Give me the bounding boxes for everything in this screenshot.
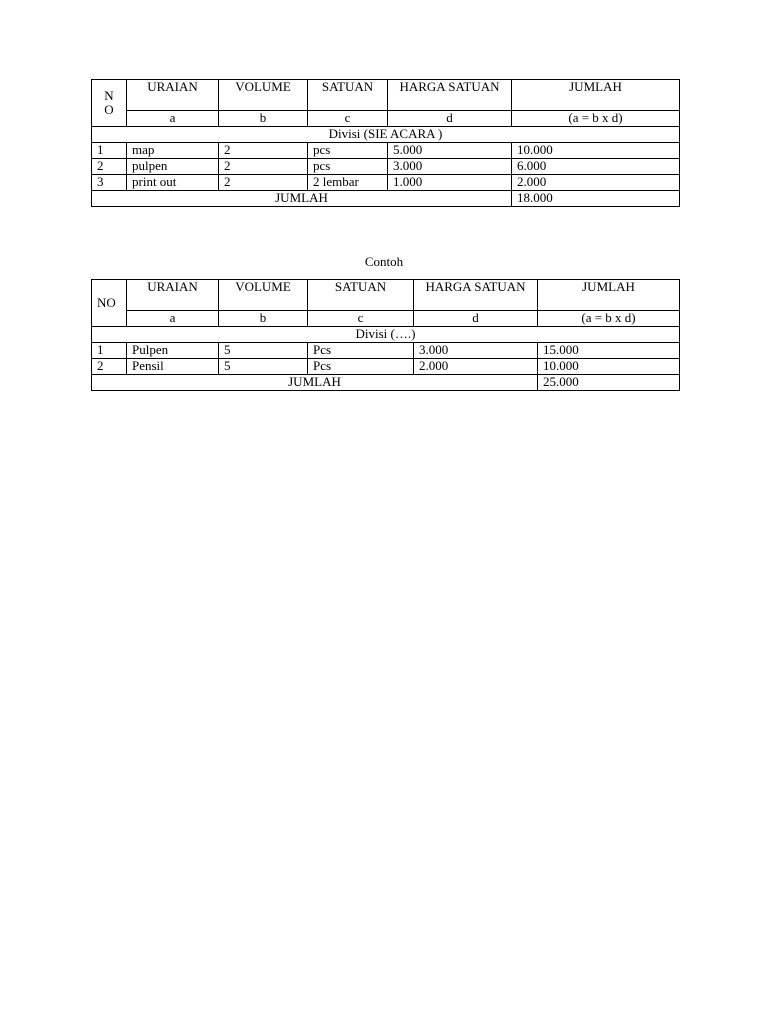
row-satuan: Pcs bbox=[308, 343, 414, 359]
code-a: a bbox=[127, 311, 219, 327]
header-no: NO bbox=[92, 280, 127, 327]
header-harga-satuan: HARGA SATUAN bbox=[414, 280, 538, 311]
row-satuan: pcs bbox=[308, 143, 388, 159]
row-volume: 2 bbox=[219, 175, 308, 191]
header-satuan: SATUAN bbox=[308, 80, 388, 111]
code-a: a bbox=[127, 111, 219, 127]
header-harga-satuan: HARGA SATUAN bbox=[388, 80, 512, 111]
code-d: d bbox=[414, 311, 538, 327]
code-b: b bbox=[219, 311, 308, 327]
row-no: 1 bbox=[92, 143, 127, 159]
row-no: 2 bbox=[92, 359, 127, 375]
row-satuan: pcs bbox=[308, 159, 388, 175]
row-volume: 5 bbox=[219, 343, 308, 359]
header-uraian: URAIAN bbox=[127, 280, 219, 311]
division-row bbox=[92, 327, 680, 343]
row-harga: 1.000 bbox=[388, 175, 512, 191]
header-no: N O bbox=[92, 80, 127, 127]
row-jumlah: 6.000 bbox=[512, 159, 680, 175]
row-jumlah: 15.000 bbox=[538, 343, 680, 359]
code-formula: (a = b x d) bbox=[538, 311, 680, 327]
row-harga: 3.000 bbox=[414, 343, 538, 359]
example-caption: Contoh bbox=[364, 254, 404, 269]
code-formula: (a = b x d) bbox=[512, 111, 680, 127]
row-uraian: map bbox=[127, 143, 219, 159]
budget-table-example bbox=[91, 279, 680, 391]
row-no: 1 bbox=[92, 343, 127, 359]
total-value: 25.000 bbox=[538, 375, 680, 391]
code-row bbox=[92, 311, 680, 327]
header-jumlah: JUMLAH bbox=[538, 280, 680, 311]
code-c: c bbox=[308, 111, 388, 127]
total-value: 18.000 bbox=[512, 191, 680, 207]
total-row bbox=[92, 375, 680, 391]
row-volume: 5 bbox=[219, 359, 308, 375]
header-row bbox=[92, 80, 680, 111]
total-label: JUMLAH bbox=[92, 191, 512, 207]
row-jumlah: 10.000 bbox=[538, 359, 680, 375]
row-harga: 3.000 bbox=[388, 159, 512, 175]
total-label: JUMLAH bbox=[92, 375, 538, 391]
row-uraian: Pensil bbox=[127, 359, 219, 375]
row-satuan: Pcs bbox=[308, 359, 414, 375]
code-d: d bbox=[388, 111, 512, 127]
budget-table-sie-acara bbox=[91, 79, 680, 207]
row-jumlah: 2.000 bbox=[512, 175, 680, 191]
row-satuan: 2 lembar bbox=[308, 175, 388, 191]
row-no: 3 bbox=[92, 175, 127, 191]
table-row bbox=[92, 175, 680, 191]
table-row bbox=[92, 143, 680, 159]
header-jumlah: JUMLAH bbox=[512, 80, 680, 111]
code-row bbox=[92, 111, 680, 127]
row-no: 2 bbox=[92, 159, 127, 175]
row-harga: 5.000 bbox=[388, 143, 512, 159]
table-row bbox=[92, 343, 680, 359]
code-b: b bbox=[219, 111, 308, 127]
row-volume: 2 bbox=[219, 159, 308, 175]
code-c: c bbox=[308, 311, 414, 327]
row-jumlah: 10.000 bbox=[512, 143, 680, 159]
header-volume: VOLUME bbox=[219, 80, 308, 111]
header-uraian: URAIAN bbox=[127, 80, 219, 111]
row-uraian: Pulpen bbox=[127, 343, 219, 359]
row-volume: 2 bbox=[219, 143, 308, 159]
header-satuan: SATUAN bbox=[308, 280, 414, 311]
table-row bbox=[92, 159, 680, 175]
division-label: Divisi (….) bbox=[92, 327, 680, 343]
header-row bbox=[92, 280, 680, 311]
total-row bbox=[92, 191, 680, 207]
row-uraian: pulpen bbox=[127, 159, 219, 175]
table-row bbox=[92, 359, 680, 375]
header-volume: VOLUME bbox=[219, 280, 308, 311]
row-harga: 2.000 bbox=[414, 359, 538, 375]
division-row bbox=[92, 127, 680, 143]
division-label: Divisi (SIE ACARA ) bbox=[92, 127, 680, 143]
row-uraian: print out bbox=[127, 175, 219, 191]
